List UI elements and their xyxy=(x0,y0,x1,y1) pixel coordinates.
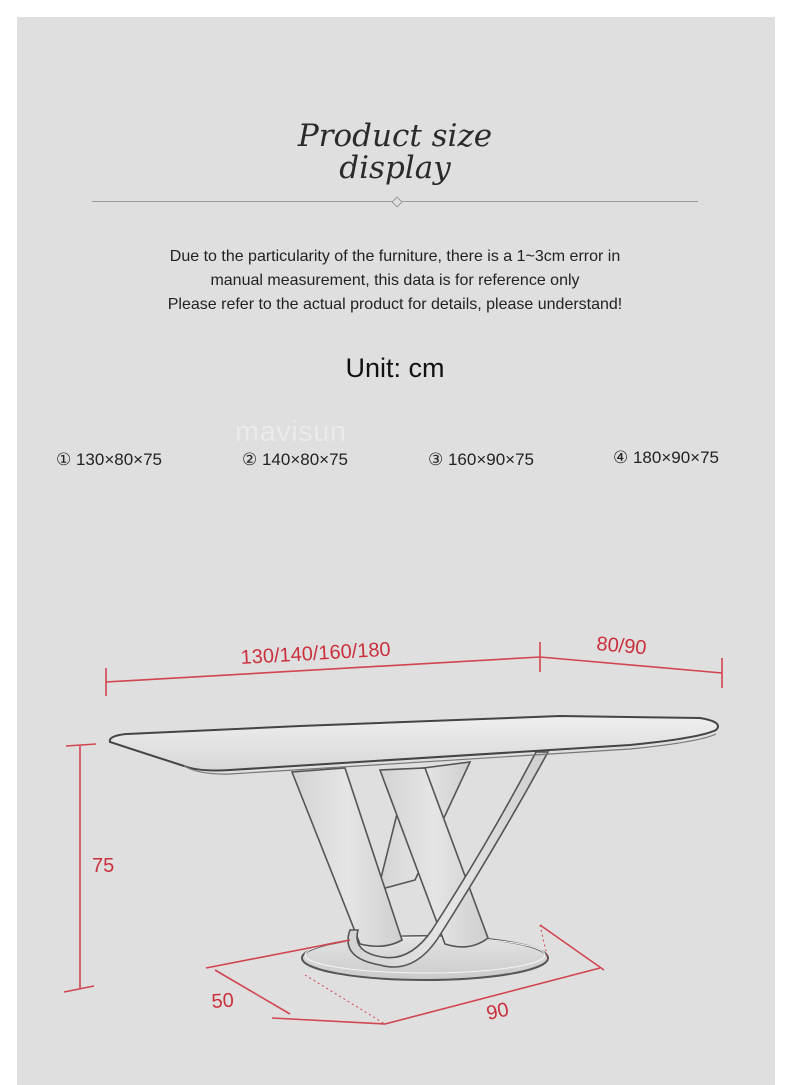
table-top xyxy=(110,716,718,774)
note-line-3: Please refer to the actual product for details, please understand! xyxy=(167,296,623,313)
width-dimension-line xyxy=(540,657,722,673)
base-length-tick-right xyxy=(540,925,604,970)
base-width-tick-bottom xyxy=(272,1018,385,1024)
base-length-label: 90 xyxy=(484,998,511,1025)
height-label: 75 xyxy=(92,855,115,877)
height-tick-top xyxy=(66,744,96,746)
brand-watermark: mavisun xyxy=(235,416,347,448)
unit-label: Unit: cm xyxy=(345,353,445,383)
length-label: 130/140/160/180 xyxy=(240,638,392,669)
size-option-3: ③ 160×90×75 xyxy=(428,450,535,469)
title-line-2: display xyxy=(339,150,451,186)
table-legs xyxy=(292,752,548,967)
note-line-2: manual measurement, this data is for reference only xyxy=(210,272,580,289)
height-tick-bottom xyxy=(64,986,94,992)
title-line-1: Product size xyxy=(297,118,493,154)
size-option-1: ① 130×80×75 xyxy=(56,450,163,469)
base-width-label: 50 xyxy=(210,989,235,1013)
width-label: 80/90 xyxy=(595,633,648,660)
size-option-4: ④ 180×90×75 xyxy=(613,448,720,467)
size-option-2: ② 140×80×75 xyxy=(242,450,349,469)
note-line-1: Due to the particularity of the furniture, there is a 1~3cm error in xyxy=(169,248,621,265)
